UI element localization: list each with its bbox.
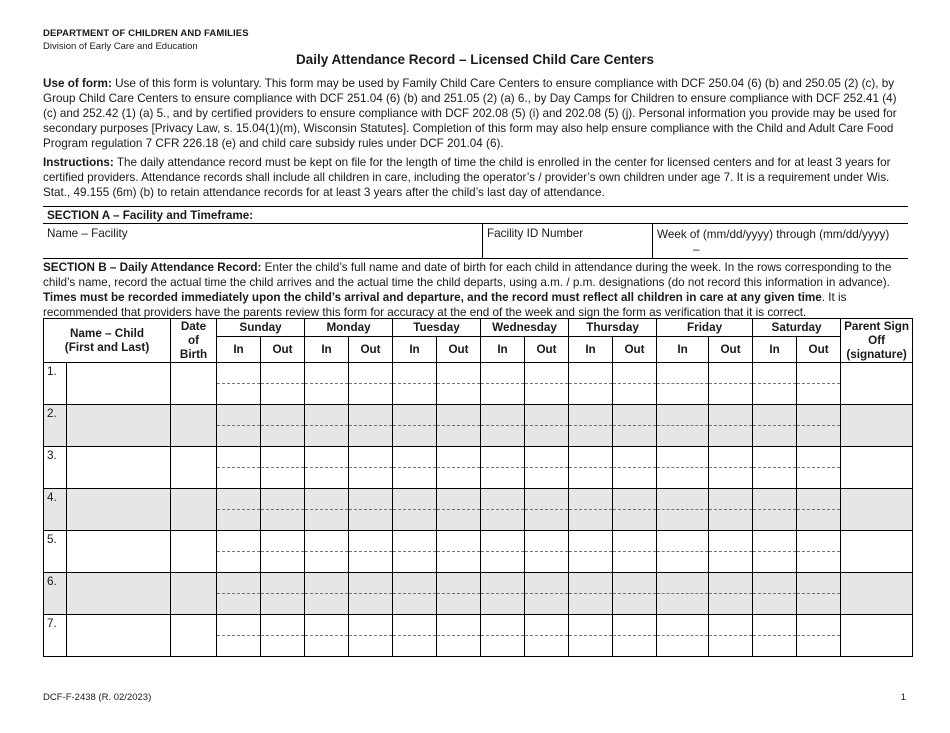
tuesday-out-time-cell[interactable] <box>437 405 481 426</box>
monday-out-time-cell-lower[interactable] <box>349 426 393 447</box>
child-name-cell[interactable] <box>67 489 171 531</box>
date-of-birth-cell[interactable] <box>171 363 217 405</box>
sunday-in-time-cell[interactable] <box>217 363 261 384</box>
sunday-out-time-cell-lower[interactable] <box>261 594 305 615</box>
instructions-text: The daily attendance record must be kept on file for the length of time the child is enrolled in the center for licensed centers and for at least 3 years for certified providers. Attendance records shall include all children in care, including the operator’s / provider’s own children under age 7. It is a requirement under Wis. Stat., 49.155 (6m) (b) to retain attendance records for at least 3 years after the child’s last day of attendance. <box>43 156 891 199</box>
monday-in-time-cell[interactable] <box>305 531 349 552</box>
friday-in-time-cell-lower[interactable] <box>657 384 709 405</box>
saturday-in-time-cell[interactable] <box>753 447 797 468</box>
monday-in-time-cell[interactable] <box>305 615 349 636</box>
thursday-in-time-cell-lower[interactable] <box>569 384 613 405</box>
division-name: Division of Early Care and Education <box>43 41 198 52</box>
parent-signature-cell[interactable] <box>841 363 913 405</box>
monday-in-time-cell[interactable] <box>305 489 349 510</box>
sunday-in-time-cell[interactable] <box>217 531 261 552</box>
wednesday-in-time-cell-lower[interactable] <box>481 636 525 657</box>
header-saturday-out: Out <box>797 337 841 363</box>
saturday-in-time-cell-lower[interactable] <box>753 468 797 489</box>
monday-out-time-cell-lower[interactable] <box>349 552 393 573</box>
date-of-birth-cell[interactable] <box>171 405 217 447</box>
row-number: 3. <box>44 447 67 489</box>
week-range-label: Week of (mm/dd/yyyy) through (mm/dd/yyyy) <box>657 228 890 241</box>
friday-out-time-cell-lower[interactable] <box>709 636 753 657</box>
friday-in-time-cell-lower[interactable] <box>657 510 709 531</box>
tuesday-out-time-cell-lower[interactable] <box>437 384 481 405</box>
friday-out-time-cell[interactable] <box>709 573 753 594</box>
form-title: Daily Attendance Record – Licensed Child Care Centers <box>295 52 655 67</box>
facility-id-field[interactable] <box>482 224 652 258</box>
wednesday-in-time-cell-lower[interactable] <box>481 510 525 531</box>
sunday-in-time-cell-lower[interactable] <box>217 636 261 657</box>
tuesday-in-time-cell[interactable] <box>393 531 437 552</box>
saturday-out-time-cell[interactable] <box>797 531 841 552</box>
thursday-out-time-cell-lower[interactable] <box>613 552 657 573</box>
thursday-out-time-cell[interactable] <box>613 615 657 636</box>
saturday-in-time-cell-lower[interactable] <box>753 384 797 405</box>
thursday-out-time-cell[interactable] <box>613 573 657 594</box>
monday-out-time-cell-lower[interactable] <box>349 594 393 615</box>
saturday-out-time-cell-lower[interactable] <box>797 636 841 657</box>
wednesday-out-time-cell-lower[interactable] <box>525 468 569 489</box>
tuesday-in-time-cell[interactable] <box>393 405 437 426</box>
friday-in-time-cell[interactable] <box>657 489 709 510</box>
monday-in-time-cell-lower[interactable] <box>305 636 349 657</box>
tuesday-in-time-cell[interactable] <box>393 573 437 594</box>
date-of-birth-cell[interactable] <box>171 489 217 531</box>
monday-in-time-cell-lower[interactable] <box>305 510 349 531</box>
use-of-form-label: Use of form: <box>43 77 112 90</box>
child-name-cell[interactable] <box>67 405 171 447</box>
wednesday-out-time-cell-lower[interactable] <box>525 636 569 657</box>
sunday-in-time-cell-lower[interactable] <box>217 426 261 447</box>
header-friday-in: In <box>657 337 709 363</box>
header-day-tuesday: Tuesday <box>393 319 481 337</box>
monday-out-time-cell-lower[interactable] <box>349 510 393 531</box>
saturday-out-time-cell[interactable] <box>797 573 841 594</box>
saturday-out-time-cell[interactable] <box>797 447 841 468</box>
tuesday-out-time-cell-lower[interactable] <box>437 426 481 447</box>
sunday-in-time-cell[interactable] <box>217 405 261 426</box>
wednesday-out-time-cell[interactable] <box>525 573 569 594</box>
parent-signature-cell[interactable] <box>841 615 913 657</box>
date-of-birth-cell[interactable] <box>171 615 217 657</box>
use-of-form-paragraph <box>43 76 909 151</box>
sunday-out-time-cell[interactable] <box>261 447 305 468</box>
monday-out-time-cell[interactable] <box>349 447 393 468</box>
monday-out-time-cell-lower[interactable] <box>349 636 393 657</box>
friday-in-time-cell[interactable] <box>657 615 709 636</box>
monday-in-time-cell[interactable] <box>305 447 349 468</box>
table-row <box>44 573 913 594</box>
tuesday-in-time-cell[interactable] <box>393 363 437 384</box>
monday-in-time-cell[interactable] <box>305 405 349 426</box>
friday-out-time-cell-lower[interactable] <box>709 552 753 573</box>
page-number: 1 <box>900 692 906 703</box>
attendance-table <box>43 318 913 657</box>
wednesday-out-time-cell-lower[interactable] <box>525 384 569 405</box>
friday-in-time-cell-lower[interactable] <box>657 594 709 615</box>
sunday-in-time-cell-lower[interactable] <box>217 384 261 405</box>
tuesday-in-time-cell-lower[interactable] <box>393 636 437 657</box>
header-date-of-birth: Date of Birth <box>171 319 217 363</box>
date-of-birth-cell[interactable] <box>171 531 217 573</box>
row-number: 7. <box>44 615 67 657</box>
sunday-in-time-cell-lower[interactable] <box>217 594 261 615</box>
thursday-in-time-cell-lower[interactable] <box>569 594 613 615</box>
tuesday-out-time-cell[interactable] <box>437 447 481 468</box>
date-of-birth-cell[interactable] <box>171 447 217 489</box>
tuesday-in-time-cell-lower[interactable] <box>393 426 437 447</box>
tuesday-out-time-cell-lower[interactable] <box>437 468 481 489</box>
section-a-fields <box>43 223 908 259</box>
section-b-text-1: Enter the child’s full name and date of birth for each child in attendance during the week. In the rows corresponding to the child’s name, record the actual time the child arrives and the actual time the child departs, using a.m. / p.m. designations (do not record this information in advance). <box>43 261 892 289</box>
wednesday-in-time-cell-lower[interactable] <box>481 468 525 489</box>
thursday-in-time-cell-lower[interactable] <box>569 468 613 489</box>
tuesday-out-time-cell[interactable] <box>437 615 481 636</box>
sunday-out-time-cell-lower[interactable] <box>261 552 305 573</box>
tuesday-out-time-cell-lower[interactable] <box>437 636 481 657</box>
wednesday-in-time-cell-lower[interactable] <box>481 552 525 573</box>
header-friday-out: Out <box>709 337 753 363</box>
sunday-out-time-cell-lower[interactable] <box>261 426 305 447</box>
monday-in-time-cell-lower[interactable] <box>305 426 349 447</box>
wednesday-in-time-cell[interactable] <box>481 363 525 384</box>
wednesday-out-time-cell[interactable] <box>525 405 569 426</box>
parent-signature-cell[interactable] <box>841 489 913 531</box>
thursday-out-time-cell-lower[interactable] <box>613 468 657 489</box>
tuesday-out-time-cell-lower[interactable] <box>437 552 481 573</box>
thursday-in-time-cell[interactable] <box>569 531 613 552</box>
thursday-in-time-cell[interactable] <box>569 489 613 510</box>
tuesday-in-time-cell-lower[interactable] <box>393 594 437 615</box>
thursday-out-time-cell-lower[interactable] <box>613 426 657 447</box>
wednesday-in-time-cell[interactable] <box>481 531 525 552</box>
friday-out-time-cell[interactable] <box>709 363 753 384</box>
wednesday-out-time-cell[interactable] <box>525 447 569 468</box>
saturday-out-time-cell[interactable] <box>797 405 841 426</box>
saturday-in-time-cell-lower[interactable] <box>753 594 797 615</box>
saturday-out-time-cell[interactable] <box>797 615 841 636</box>
thursday-out-time-cell-lower[interactable] <box>613 510 657 531</box>
row-number: 1. <box>44 363 67 405</box>
tuesday-out-time-cell[interactable] <box>437 573 481 594</box>
monday-in-time-cell-lower[interactable] <box>305 384 349 405</box>
header-day-monday: Monday <box>305 319 393 337</box>
sunday-in-time-cell[interactable] <box>217 573 261 594</box>
wednesday-in-time-cell[interactable] <box>481 489 525 510</box>
header-day-friday: Friday <box>657 319 753 337</box>
saturday-out-time-cell-lower[interactable] <box>797 594 841 615</box>
saturday-in-time-cell[interactable] <box>753 489 797 510</box>
instructions-label: Instructions: <box>43 156 114 169</box>
saturday-in-time-cell-lower[interactable] <box>753 426 797 447</box>
facility-id-label: Facility ID Number <box>487 227 584 240</box>
monday-out-time-cell-lower[interactable] <box>349 468 393 489</box>
friday-out-time-cell[interactable] <box>709 531 753 552</box>
friday-out-time-cell-lower[interactable] <box>709 384 753 405</box>
tuesday-in-time-cell[interactable] <box>393 447 437 468</box>
friday-out-time-cell[interactable] <box>709 489 753 510</box>
sunday-in-time-cell[interactable] <box>217 447 261 468</box>
thursday-in-time-cell-lower[interactable] <box>569 636 613 657</box>
sunday-out-time-cell[interactable] <box>261 489 305 510</box>
wednesday-out-time-cell-lower[interactable] <box>525 426 569 447</box>
sunday-out-time-cell[interactable] <box>261 363 305 384</box>
friday-in-time-cell-lower[interactable] <box>657 468 709 489</box>
tuesday-out-time-cell[interactable] <box>437 363 481 384</box>
tuesday-in-time-cell-lower[interactable] <box>393 552 437 573</box>
thursday-out-time-cell-lower[interactable] <box>613 636 657 657</box>
sunday-out-time-cell[interactable] <box>261 405 305 426</box>
header-day-thursday: Thursday <box>569 319 657 337</box>
table-row <box>44 531 913 552</box>
thursday-in-time-cell[interactable] <box>569 405 613 426</box>
wednesday-out-time-cell[interactable] <box>525 531 569 552</box>
date-of-birth-cell[interactable] <box>171 573 217 615</box>
header-wednesday-in: In <box>481 337 525 363</box>
sunday-in-time-cell-lower[interactable] <box>217 552 261 573</box>
thursday-in-time-cell[interactable] <box>569 615 613 636</box>
instructions-paragraph <box>43 155 909 200</box>
child-name-cell[interactable] <box>67 615 171 657</box>
wednesday-out-time-cell[interactable] <box>525 363 569 384</box>
saturday-out-time-cell-lower[interactable] <box>797 384 841 405</box>
sunday-out-time-cell-lower[interactable] <box>261 384 305 405</box>
parent-signature-cell[interactable] <box>841 573 913 615</box>
saturday-out-time-cell-lower[interactable] <box>797 468 841 489</box>
table-row <box>44 489 913 510</box>
monday-out-time-cell[interactable] <box>349 405 393 426</box>
tuesday-out-time-cell-lower[interactable] <box>437 594 481 615</box>
saturday-out-time-cell-lower[interactable] <box>797 552 841 573</box>
thursday-out-time-cell[interactable] <box>613 489 657 510</box>
saturday-in-time-cell[interactable] <box>753 615 797 636</box>
monday-out-time-cell-lower[interactable] <box>349 384 393 405</box>
attendance-rows <box>44 363 913 657</box>
wednesday-in-time-cell-lower[interactable] <box>481 426 525 447</box>
header-parent-sign-off: Parent Sign Off (signature) <box>841 319 913 363</box>
wednesday-in-time-cell-lower[interactable] <box>481 594 525 615</box>
thursday-out-time-cell-lower[interactable] <box>613 594 657 615</box>
saturday-out-time-cell[interactable] <box>797 363 841 384</box>
saturday-in-time-cell-lower[interactable] <box>753 510 797 531</box>
header-tuesday-in: In <box>393 337 437 363</box>
friday-in-time-cell[interactable] <box>657 405 709 426</box>
sunday-out-time-cell-lower[interactable] <box>261 468 305 489</box>
tuesday-in-time-cell[interactable] <box>393 615 437 636</box>
friday-in-time-cell[interactable] <box>657 573 709 594</box>
tuesday-in-time-cell-lower[interactable] <box>393 468 437 489</box>
child-name-cell[interactable] <box>67 531 171 573</box>
friday-in-time-cell[interactable] <box>657 447 709 468</box>
header-tuesday-out: Out <box>437 337 481 363</box>
sunday-out-time-cell[interactable] <box>261 573 305 594</box>
header-child-name: Name – Child (First and Last) <box>44 319 171 363</box>
row-number: 5. <box>44 531 67 573</box>
wednesday-out-time-cell[interactable] <box>525 615 569 636</box>
sunday-out-time-cell-lower[interactable] <box>261 636 305 657</box>
friday-in-time-cell[interactable] <box>657 531 709 552</box>
saturday-out-time-cell-lower[interactable] <box>797 426 841 447</box>
wednesday-in-time-cell-lower[interactable] <box>481 384 525 405</box>
friday-in-time-cell[interactable] <box>657 363 709 384</box>
header-wednesday-out: Out <box>525 337 569 363</box>
header-monday-in: In <box>305 337 349 363</box>
monday-in-time-cell[interactable] <box>305 573 349 594</box>
header-day-wednesday: Wednesday <box>481 319 569 337</box>
thursday-out-time-cell-lower[interactable] <box>613 384 657 405</box>
section-b-title: SECTION B – Daily Attendance Record: <box>43 261 262 274</box>
tuesday-in-time-cell-lower[interactable] <box>393 510 437 531</box>
saturday-out-time-cell[interactable] <box>797 489 841 510</box>
tuesday-in-time-cell[interactable] <box>393 489 437 510</box>
sunday-in-time-cell[interactable] <box>217 615 261 636</box>
saturday-in-time-cell[interactable] <box>753 363 797 384</box>
table-row <box>44 405 913 426</box>
wednesday-in-time-cell[interactable] <box>481 573 525 594</box>
section-b-bold-text: Times must be recorded immediately upon the child’s arrival and departure, and the record must reflect all children in care at any given time <box>43 291 822 304</box>
saturday-in-time-cell-lower[interactable] <box>753 636 797 657</box>
header-sunday-out: Out <box>261 337 305 363</box>
table-row <box>44 615 913 636</box>
wednesday-out-time-cell-lower[interactable] <box>525 510 569 531</box>
row-number: 6. <box>44 573 67 615</box>
form-number: DCF-F-2438 (R. 02/2023) <box>43 692 152 703</box>
tuesday-out-time-cell[interactable] <box>437 489 481 510</box>
thursday-out-time-cell[interactable] <box>613 363 657 384</box>
monday-out-time-cell[interactable] <box>349 363 393 384</box>
thursday-out-time-cell[interactable] <box>613 405 657 426</box>
parent-signature-cell[interactable] <box>841 447 913 489</box>
saturday-in-time-cell[interactable] <box>753 405 797 426</box>
section-b-text-2: . It is recommended that providers have the parents review this form for accuracy at the end of the week and sign the form as verification that it is correct. <box>43 291 847 319</box>
child-name-cell[interactable] <box>67 447 171 489</box>
department-name: DEPARTMENT OF CHILDREN AND FAMILIES <box>43 28 249 39</box>
friday-out-time-cell[interactable] <box>709 447 753 468</box>
friday-in-time-cell-lower[interactable] <box>657 552 709 573</box>
monday-in-time-cell-lower[interactable] <box>305 468 349 489</box>
wednesday-out-time-cell[interactable] <box>525 489 569 510</box>
thursday-in-time-cell-lower[interactable] <box>569 426 613 447</box>
sunday-in-time-cell[interactable] <box>217 489 261 510</box>
friday-out-time-cell[interactable] <box>709 615 753 636</box>
parent-signature-cell[interactable] <box>841 531 913 573</box>
parent-signature-cell[interactable] <box>841 405 913 447</box>
header-thursday-out: Out <box>613 337 657 363</box>
thursday-out-time-cell[interactable] <box>613 447 657 468</box>
sunday-in-time-cell-lower[interactable] <box>217 468 261 489</box>
table-row <box>44 447 913 468</box>
section-a-title: SECTION A – Facility and Timeframe: <box>47 209 254 222</box>
sunday-out-time-cell[interactable] <box>261 615 305 636</box>
tuesday-out-time-cell-lower[interactable] <box>437 510 481 531</box>
thursday-in-time-cell-lower[interactable] <box>569 552 613 573</box>
monday-out-time-cell[interactable] <box>349 531 393 552</box>
header-day-sunday: Sunday <box>217 319 305 337</box>
header-thursday-in: In <box>569 337 613 363</box>
wednesday-out-time-cell-lower[interactable] <box>525 594 569 615</box>
tuesday-in-time-cell-lower[interactable] <box>393 384 437 405</box>
wednesday-out-time-cell-lower[interactable] <box>525 552 569 573</box>
sunday-in-time-cell-lower[interactable] <box>217 510 261 531</box>
use-of-form-text: Use of this form is voluntary. This form may be used by Family Child Care Centers to ensure compliance with DCF 250.04 (6) (b) and 250.05 (2) (c), by Group Child Care Centers to ensure compliance with DCF 251.04 (6) (b) and 251.05 (2) (a) 6., by Day Camps for Children to ensure compliance with DCF 252.41 (4) (c) and 252.42 (1) (a) 5., and by certified providers to ensure compliance with DCF 202.08 (5) (i) and 202.08 (5) (j). Personal information you provide may be used for secondary purposes [Privacy Law, s. 15.04(1)(m), Wisconsin Statutes]. Completion of this form may also help ensure compliance with the Child and Adult Care Food Program regulation 7 CFR 226.18 (e) and child care subsidy rules under DCF 201.04 (6). <box>43 77 897 150</box>
sunday-out-time-cell-lower[interactable] <box>261 510 305 531</box>
header-day-saturday: Saturday <box>753 319 841 337</box>
monday-in-time-cell-lower[interactable] <box>305 552 349 573</box>
section-a <box>43 206 908 259</box>
child-name-cell[interactable] <box>67 363 171 405</box>
row-number: 2. <box>44 405 67 447</box>
monday-out-time-cell[interactable] <box>349 615 393 636</box>
week-range-dash: – <box>693 243 700 256</box>
monday-out-time-cell[interactable] <box>349 573 393 594</box>
facility-name-label: Name – Facility <box>47 227 128 240</box>
friday-out-time-cell-lower[interactable] <box>709 426 753 447</box>
thursday-in-time-cell[interactable] <box>569 447 613 468</box>
header-sunday-in: In <box>217 337 261 363</box>
thursday-out-time-cell[interactable] <box>613 531 657 552</box>
saturday-in-time-cell[interactable] <box>753 573 797 594</box>
child-name-cell[interactable] <box>67 573 171 615</box>
facility-name-field[interactable] <box>43 224 482 258</box>
monday-in-time-cell[interactable] <box>305 363 349 384</box>
friday-in-time-cell-lower[interactable] <box>657 636 709 657</box>
saturday-in-time-cell-lower[interactable] <box>753 552 797 573</box>
friday-out-time-cell-lower[interactable] <box>709 510 753 531</box>
saturday-out-time-cell-lower[interactable] <box>797 510 841 531</box>
wednesday-in-time-cell[interactable] <box>481 615 525 636</box>
section-b-paragraph <box>43 260 909 320</box>
friday-out-time-cell-lower[interactable] <box>709 468 753 489</box>
tuesday-out-time-cell[interactable] <box>437 531 481 552</box>
wednesday-in-time-cell[interactable] <box>481 405 525 426</box>
wednesday-in-time-cell[interactable] <box>481 447 525 468</box>
sunday-out-time-cell[interactable] <box>261 531 305 552</box>
friday-in-time-cell-lower[interactable] <box>657 426 709 447</box>
row-number: 4. <box>44 489 67 531</box>
thursday-in-time-cell[interactable] <box>569 363 613 384</box>
header-saturday-in: In <box>753 337 797 363</box>
monday-in-time-cell-lower[interactable] <box>305 594 349 615</box>
friday-out-time-cell-lower[interactable] <box>709 594 753 615</box>
monday-out-time-cell[interactable] <box>349 489 393 510</box>
saturday-in-time-cell[interactable] <box>753 531 797 552</box>
week-range-field[interactable] <box>652 224 908 258</box>
thursday-in-time-cell[interactable] <box>569 573 613 594</box>
header-monday-out: Out <box>349 337 393 363</box>
thursday-in-time-cell-lower[interactable] <box>569 510 613 531</box>
friday-out-time-cell[interactable] <box>709 405 753 426</box>
table-row <box>44 363 913 384</box>
